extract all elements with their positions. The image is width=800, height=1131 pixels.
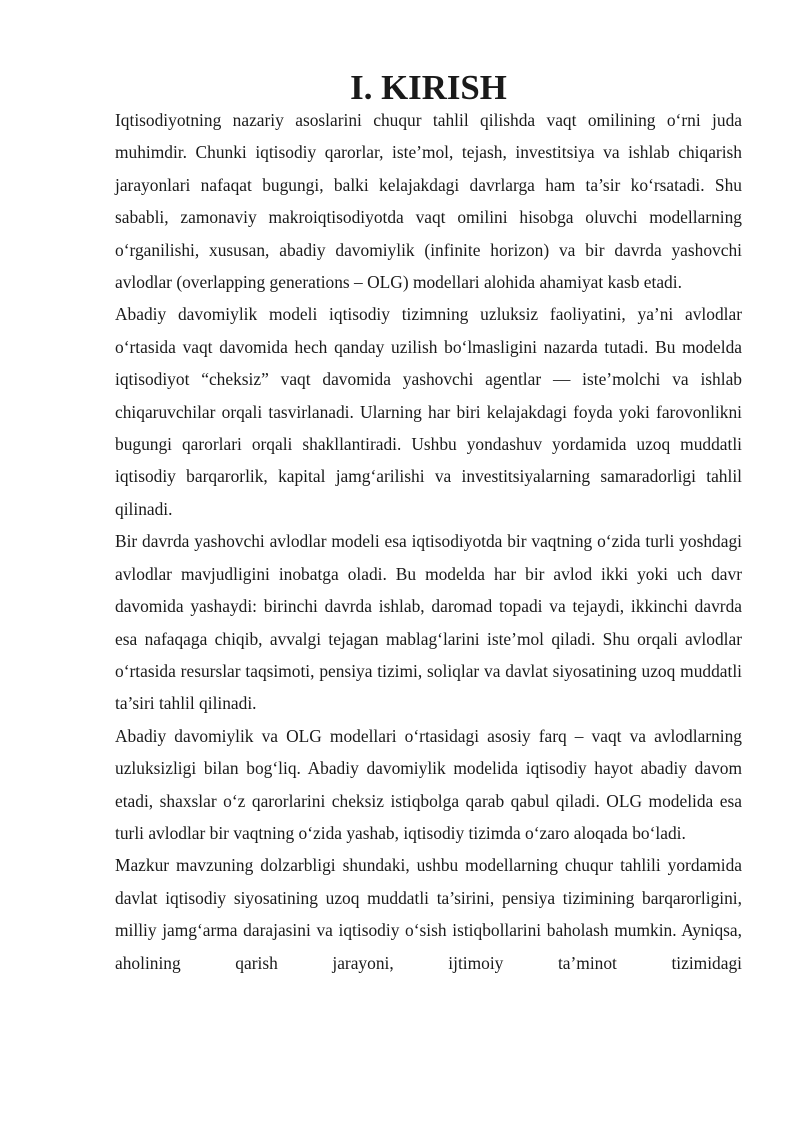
paragraph-5: Mazkur mavzuning dolzarbligi shundaki, ushbu modellarning chuqur tahlili yordamida davlat iqtisodiy siyosatining uzoq muddatli ta’sirini, pensiya tizimining barqarorligini, milliy jamg‘arma darajasini va iqtisodiy o‘sish istiqbollarini baholash mumkin. Ayniqsa, aholining qarish jarayoni, ijtimoiy ta’minot tizimidagi [115, 855, 742, 973]
paragraph-3: Bir davrda yashovchi avlodlar modeli esa iqtisodiyotda bir vaqtning o‘zida turli yoshdagi avlodlar mavjudligini inobatga oladi. Bu modelda har bir avlod ikki yoki uch davr davomida yashaydi: birinchi davrda ishlab, daromad topadi va tejaydi, ikkinchi davrda esa nafaqaga chiqib, avvalgi tejagan mablag‘larini iste’mol qiladi. Shu orqali avlodlar o‘rtasida resurslar taqsimoti, pensiya tizimi, soliqlar va davlat siyosatining uzoq muddatli ta’siri tahlil qilinadi. [115, 531, 742, 714]
section-heading: I. KIRISH [350, 68, 507, 107]
paragraph-2: Abadiy davomiylik modeli iqtisodiy tizimning uzluksiz faoliyatini, ya’ni avlodlar o‘rtasida vaqt davomida hech qanday uzilish bo‘lmasligini nazarda tutadi. Bu modelda iqtisodiyot “cheksiz” vaqt davomida yashovchi agentlar — iste’molchi va ishlab chiqaruvchilar orqali tasvirlanadi. Ularning har biri kelajakdagi foyda yoki farovonlikni bugungi qarorlari orqali shakllantiradi. Ushbu yondashuv yordamida uzoq muddatli iqtisodiy barqarorlik, kapital jamg‘arilishi va investitsiyalarning samaradorligi tahlil qilinadi. [115, 304, 742, 519]
page-content [115, 68, 742, 979]
paragraph-4: Abadiy davomiylik va OLG modellari o‘rtasidagi asosiy farq – vaqt va avlodlarning uzluksizligi bilan bog‘liq. Abadiy davomiylik modelida iqtisodiy hayot abadiy davom etadi, shaxslar o‘z qarorlarini cheksiz istiqbolga qarab qabul qiladi. OLG modelida esa turli avlodlar bir vaqtning o‘zida yashab, iqtisodiy tizimda o‘zaro aloqada bo‘ladi. [115, 725, 742, 843]
paragraph-1: Iqtisodiyotning nazariy asoslarini chuqur tahlil qilishda vaqt omilining o‘rni juda muhimdir. Chunki iqtisodiy qarorlar, iste’mol, tejash, investitsiya va ishlab chiqarish jarayonlari nafaqat bugungi, balki kelajakdagi davrlarga ham ta’sir ko‘rsatadi. Shu sababli, zamonaviy makroiqtisodiyotda vaqt omilini hisobga oluvchi modellarning o‘rganilishi, xususan, abadiy davomiylik (infinite horizon) va bir davrda yashovchi avlodlar (overlapping generations – OLG) modellari alohida ahamiyat kasb etadi. [115, 110, 742, 293]
